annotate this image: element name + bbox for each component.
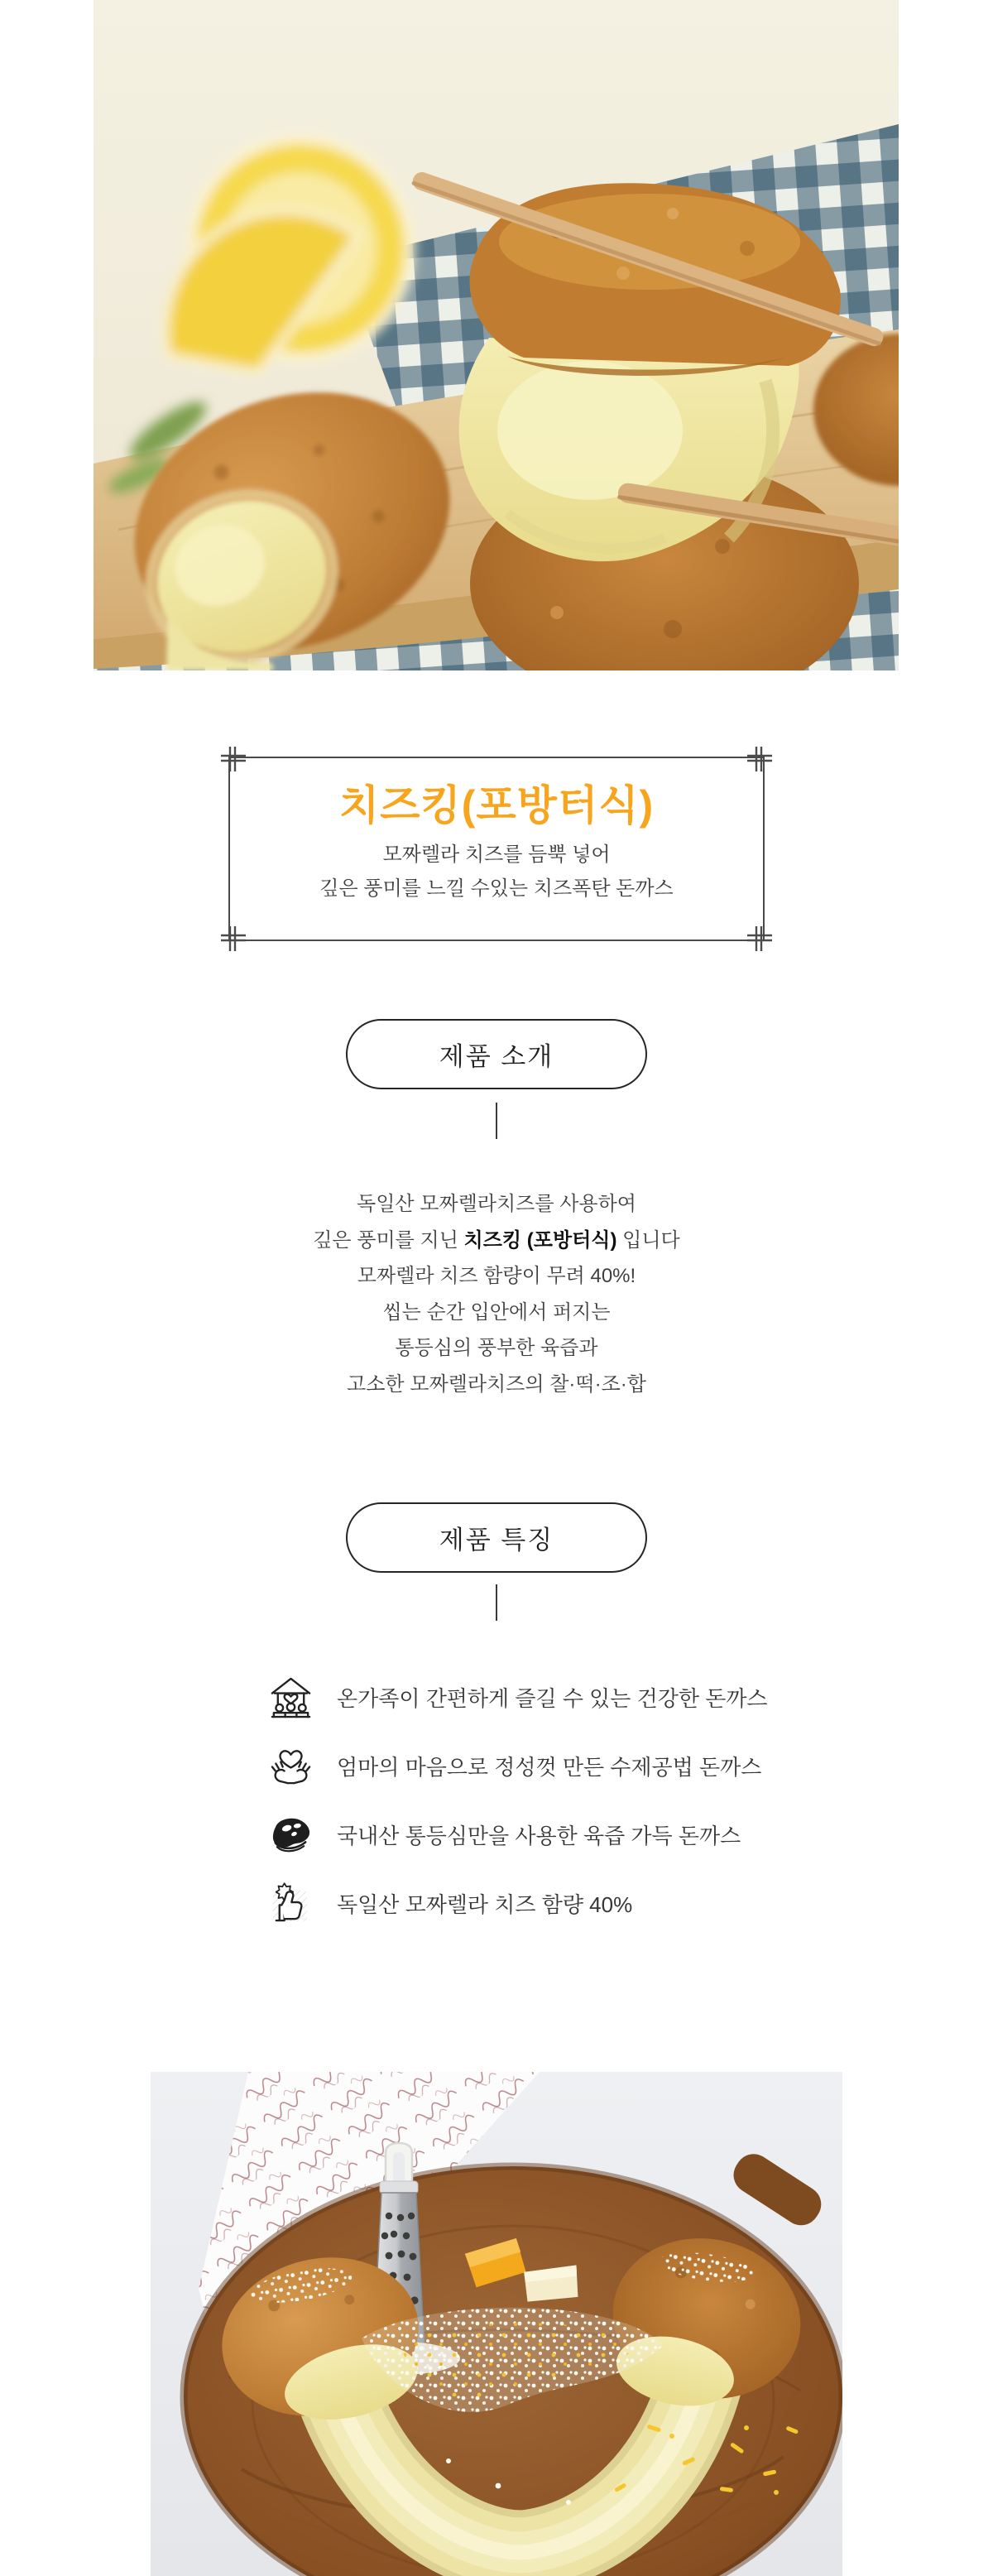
pork-loin-icon [268,1812,314,1858]
hands-holding-heart-icon [268,1743,314,1789]
intro-line: 고소한 모짜렐라치즈의 찰·떡·조·합 [347,1372,646,1396]
feature-row [268,1881,768,1926]
feature-row [268,1812,768,1858]
features-list [268,1675,768,1926]
title-box [228,757,765,941]
family-house-heart-icon [268,1675,314,1720]
intro-paragraph [0,1186,993,1402]
intro-line: 씹는 순간 입안에서 퍼지는 [382,1300,611,1324]
frame-corner-icon [747,926,772,951]
section-connector-line [496,1103,497,1139]
frame-corner-icon [221,747,246,771]
intro-line [0,1223,993,1259]
feature-text: 온가족이 간편하게 즐길 수 있는 건강한 돈까스 [337,1686,768,1711]
feature-text: 국내산 통등심만을 사용한 육즙 가득 돈까스 [337,1824,741,1848]
intro-line2-bold: 치즈킹 (포방터식) [463,1228,617,1252]
frame-corner-icon [747,747,772,771]
intro-line: 통등심의 풍부한 육즙과 [395,1337,598,1359]
section-heading-features: 제품 특징 [346,1502,647,1573]
frame-corner-icon [221,926,246,951]
intro-line2-suffix: 입니다 [616,1228,680,1252]
product-subtitle-line1: 모짜렐라 치즈를 듬뿍 넣어 [382,843,611,866]
product-photo-bottom [151,2072,842,2576]
product-subtitle-line2: 깊은 풍미를 느낄 수있는 치즈폭탄 돈까스 [319,877,674,900]
section-connector-line [496,1584,497,1621]
feature-row [268,1743,768,1789]
feature-text: 엄마의 마음으로 정성껏 만든 수제공법 돈까스 [337,1755,762,1780]
thumbs-up-icon [268,1881,314,1926]
feature-text: 독일산 모짜렐라 치즈 함량 40% [337,1892,633,1917]
product-title: 치즈킹(포방터식) [338,782,655,829]
intro-line: 독일산 모짜렐라치즈를 사용하여 [357,1193,636,1215]
intro-line: 모짜렐라 치즈 함량이 무려 40%! [357,1265,636,1287]
product-photo-top [94,0,899,670]
product-subtitle [230,838,763,906]
section-heading-intro: 제품 소개 [346,1019,647,1089]
intro-line2-prefix: 깊은 풍미를 지닌 [313,1228,464,1252]
feature-row [268,1675,768,1720]
